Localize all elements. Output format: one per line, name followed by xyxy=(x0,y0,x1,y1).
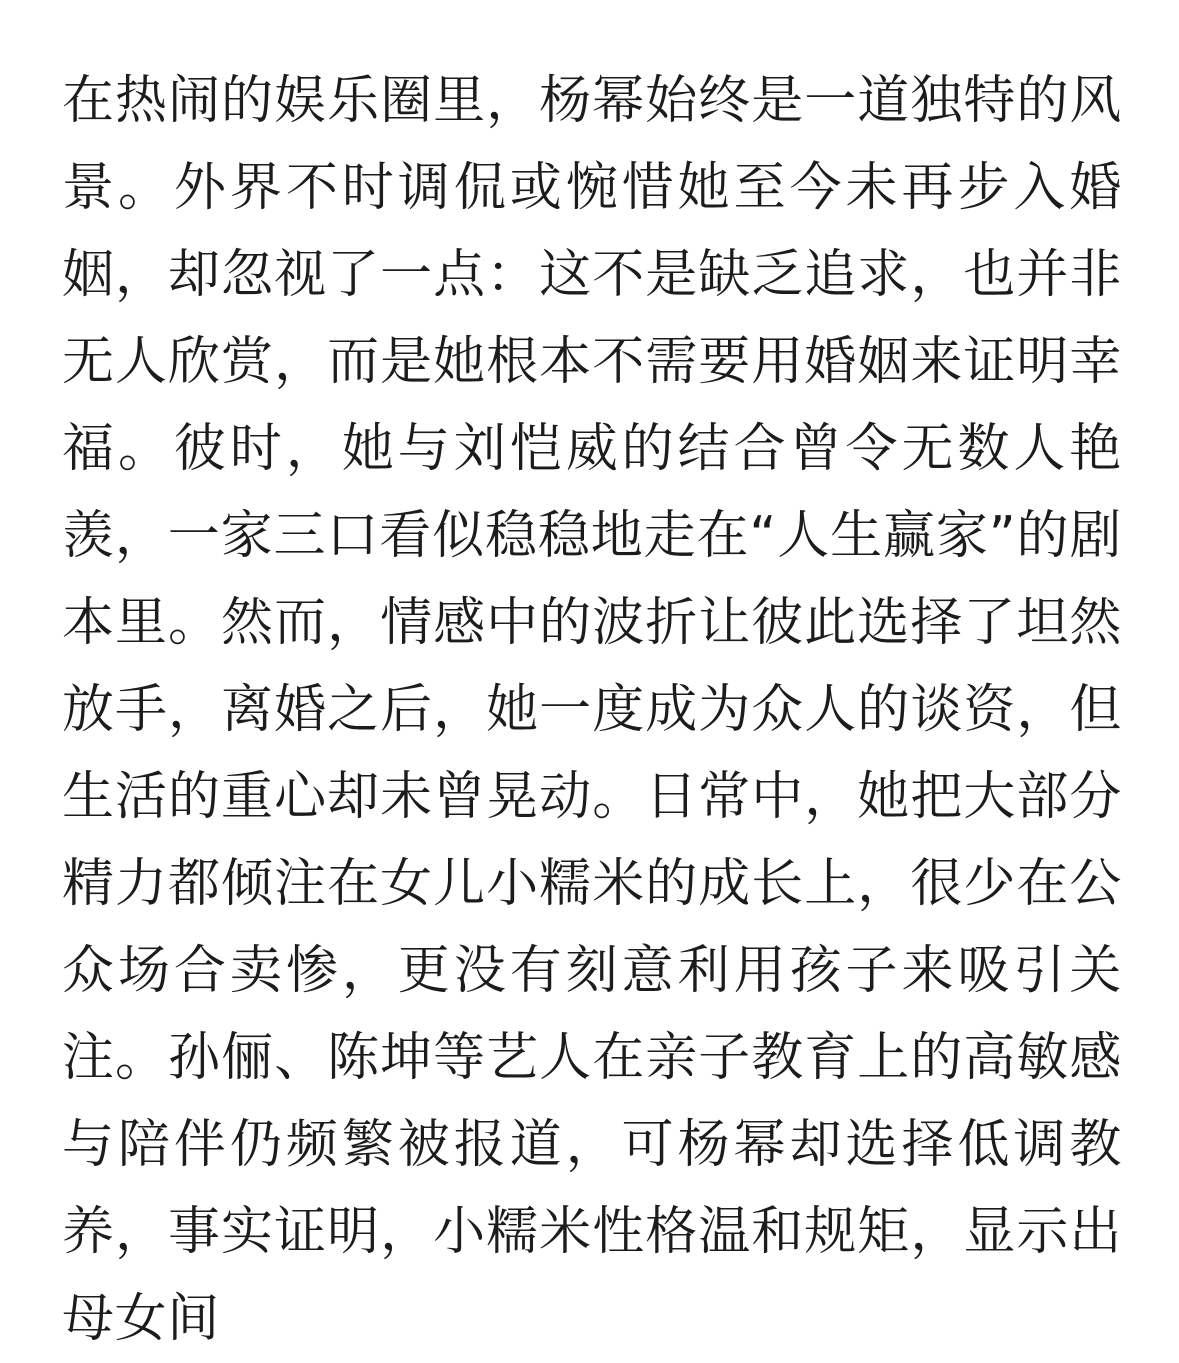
article-paragraph: 在热闹的娱乐圈里，杨幂始终是一道独特的风景。外界不时调侃或惋惜她至今未再步入婚姻，却忽视了一点：这不是缺乏追求，也并非无人欣赏，而是她根本不需要用婚姻来证明幸福。彼时，她与刘恺威的结合曾令无数人艳羡，一家三口看似稳稳地走在“人生赢家”的剧本里。然而，情感中的波折让彼此选择了坦然放手，离婚之后，她一度成为众人的谈资，但生活的重心却未曾晃动。日常中，她把大部分精力都倾注在女儿小糯米的成长上，很少在公众场合卖惨，更没有刻意利用孩子来吸引关注。孙俪、陈坤等艺人在亲子教育上的高敏感与陪伴仍频繁被报道，可杨幂却选择低调教养，事实证明，小糯米性格温和规矩，显示出母女间 xyxy=(62,71,1122,1349)
article-body xyxy=(62,58,1122,1363)
